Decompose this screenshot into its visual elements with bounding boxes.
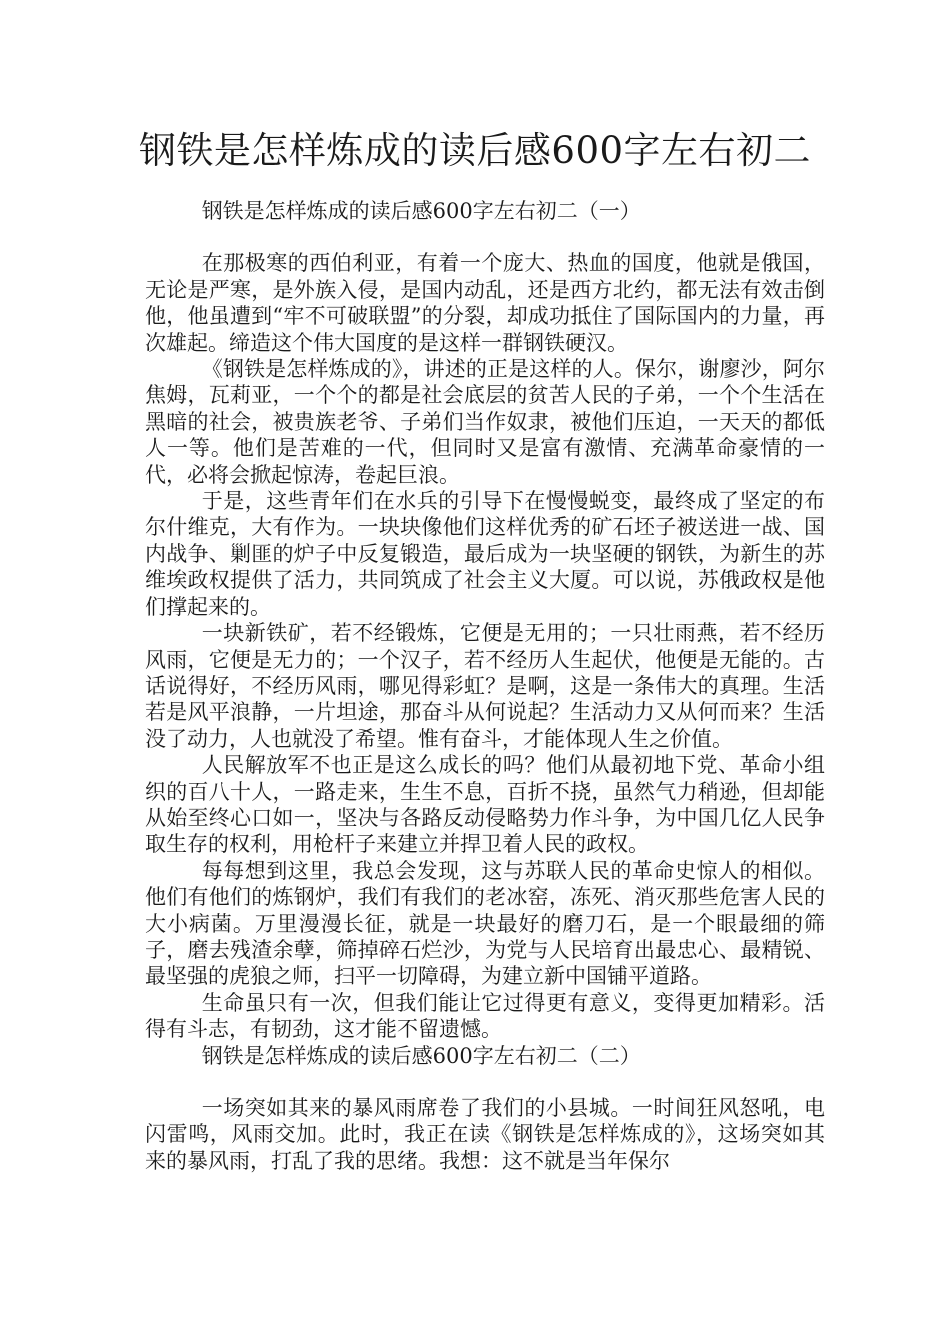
paragraph: 一场突如其来的暴风雨席卷了我们的小县城。一时间狂风怒吼，电闪雷鸣，风雨交加。此时，我正在读《钢铁是怎样炼成的》，这场突如其来的暴风雨，打乱了我的思绪。我想：这不就是当年保尔 (145, 1096, 825, 1173)
section-heading-2: 钢铁是怎样炼成的读后感600字左右初二（二） (201, 1043, 641, 1068)
document-body (145, 198, 825, 1174)
paragraph: 一块新铁矿，若不经锻炼，它便是无用的；一只壮雨燕，若不经历风雨，它便是无力的；一个汉子，若不经历人生起伏，他便是无能的。古话说得好，不经历风雨，哪见得彩虹？是啊，这是一条伟大的真理。生活若是风平浪静，一片坦途，那奋斗从何说起？生活动力又从何而来？生活没了动力，人也就没了希望。惟有奋斗，才能体现人生之价值。 (145, 621, 825, 751)
paragraph: 《钢铁是怎样炼成的》，讲述的正是这样的人。保尔，谢廖沙，阿尔焦姆，瓦莉亚，一个个的都是社会底层的贫苦人民的子弟，一个个生活在黑暗的社会，被贵族老爷、子弟们当作奴隶，被他们压迫，一天天的都低人一等。他们是苦难的一代，但同时又是富有激情、充满革命豪情的一代，必将会掀起惊涛，卷起巨浪。 (145, 357, 825, 487)
document-title: 钢铁是怎样炼成的读后感600字左右初二 (138, 129, 812, 172)
spacer (145, 224, 825, 250)
paragraph: 人民解放军不也正是这么成长的吗？他们从最初地下党、革命小组织的百八十人，一路走来，生生不息，百折不挠，虽然气力稍逊，但却能从始至终心口如一，坚决与各路反动侵略势力作斗争，为中国几亿人民争取生存的权利，用枪杆子来建立并捍卫着人民的政权。 (145, 753, 825, 857)
paragraph: 在那极寒的西伯利亚，有着一个庞大、热血的国度，他就是俄国，无论是严寒，是外族入侵，是国内动乱，还是西方北约，都无法有效击倒他，他虽遭到“牢不可破联盟”的分裂，却成功抵住了国际国内的力量，再次雄起。缔造这个伟大国度的是这样一群钢铁硬汉。 (145, 251, 825, 355)
paragraph: 生命虽只有一次，但我们能让它过得更有意义，变得更加精彩。活得有斗志，有韧劲，这才能不留遗憾。 (145, 990, 825, 1042)
paragraph: 每每想到这里，我总会发现，这与苏联人民的革命史惊人的相似。他们有他们的炼钢炉，我们有我们的老冰窑，冻死、消灭那些危害人民的大小病菌。万里漫漫长征，就是一块最好的磨刀石，是一个眼最细的筛子，磨去残渣余孽，筛掉碎石烂沙，为党与人民培育出最忠心、最精锐、最坚强的虎狼之师，扫平一切障碍，为建立新中国铺平道路。 (145, 858, 825, 989)
section-heading-1: 钢铁是怎样炼成的读后感600字左右初二（一） (201, 199, 641, 223)
spacer (145, 1069, 825, 1095)
paragraph: 于是，这些青年们在水兵的引导下在慢慢蜕变，最终成了坚定的布尔什维克，大有作为。一块块像他们这样优秀的矿石坯子被送进一战、国内战争、剿匪的炉子中反复锻造，最后成为一块坚硬的钢铁，为新生的苏维埃政权提供了活力，共同筑成了社会主义大厦。可以说，苏俄政权是他们撑起来的。 (145, 489, 825, 619)
